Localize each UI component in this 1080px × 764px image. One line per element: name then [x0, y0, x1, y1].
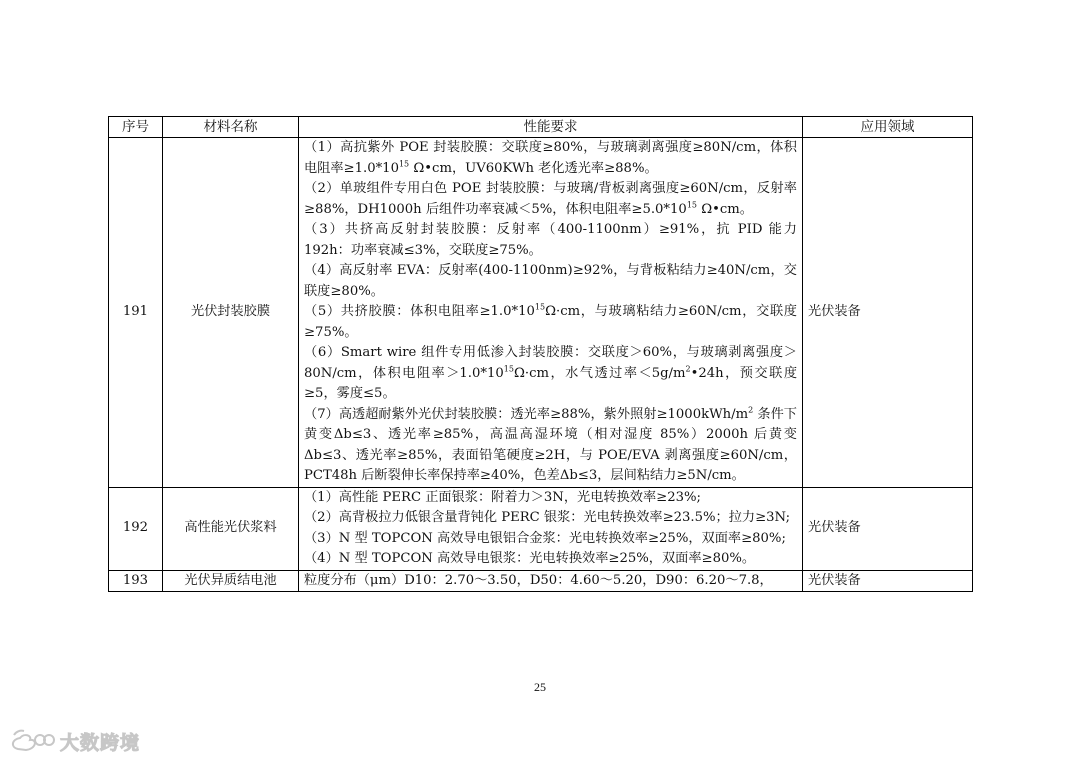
- table-row: [109, 487, 973, 570]
- application-field: 光伏装备: [803, 487, 973, 570]
- materials-table: [108, 116, 973, 592]
- application-field: 光伏装备: [803, 570, 973, 592]
- requirement-item: （2）单玻组件专用白色 POE 封装胶膜：与玻璃/背板剥离强度≥60N/cm，反射率≥88%，DH1000h 后组件功率衰减＜5%，体积电阻率$\ge 5.0*10^{15}$ Ω•cm。: [304, 181, 797, 217]
- requirement-item: （3）共挤高反射封装胶膜：反射率（400-1100nm）≥91%，抗 PID 能力 192h：功率衰减≤3%，交联度≥75%。: [304, 222, 797, 258]
- requirements-cell: [299, 570, 803, 592]
- material-name: 光伏封装胶膜: [163, 138, 299, 488]
- table-row: [109, 570, 973, 592]
- material-name: 光伏异质结电池: [163, 570, 299, 592]
- header-application-field: 应用领域: [803, 117, 973, 138]
- material-name: 高性能光伏浆料: [163, 487, 299, 570]
- requirement-item: （4）N 型 TOPCON 高效导电银浆：光电转换效率≥25%，双面率≥80%。: [304, 551, 756, 566]
- weibo-logo-icon: [10, 729, 56, 755]
- requirement-item: （1）高性能 PERC 正面银浆：附着力＞3N，光电转换效率≥23%;: [304, 489, 701, 505]
- requirement-item: （7）高透超耐紫外光伏封装胶膜：透光率≥88%，紫外照射$\ge 1000kWh/m^2$ 条件下黄变Δb≤3、透光率≥85%，高温高湿环境（相对湿度 85%）2000h 后黄变Δb≤3、透光率≥85%，表面铅笔硬度≥2H，与 POE/EVA 剥离强度≥60N/cm，PCT48h 后断裂伸长率保持率≥40%，色差Δb≤3，层间粘结力≥5N/cm。: [304, 405, 797, 483]
- row-number: 192: [109, 487, 163, 570]
- requirement-item: （1）高抗紫外 POE 封装胶膜：交联度≥80%，与玻璃剥离强度≥80N/cm，体积电阻率$\ge 1.0*10^{15}$ Ω•cm，UV60KWh 老化透光率≥88%。: [304, 140, 797, 176]
- application-field: 光伏装备: [803, 138, 973, 488]
- requirement-item: （6）Smart wire 组件专用低渗入封装胶膜：交联度＞60%，与玻璃剥离强度＞80N/cm，体积电阻率$>1.0*10^{15}\Omega\cdot cm$，水气透过率$<5g/m^2•24h$，预交联度≥5，雾度≤5。: [304, 345, 798, 401]
- requirements-cell: [299, 487, 803, 570]
- table-row: [109, 138, 973, 488]
- requirements-cell: [299, 138, 803, 488]
- page-number: 25: [534, 680, 546, 694]
- header-requirements: 性能要求: [299, 117, 803, 138]
- header-material-name: 材料名称: [163, 117, 299, 138]
- requirement-item: （4）高反射率 EVA：反射率(400-1100nm)≥92%，与背板粘结力≥40N/cm，交联度≥80%。: [304, 263, 797, 299]
- watermark: [10, 728, 140, 755]
- header-no: 序号: [109, 117, 163, 138]
- requirement-item: （3）N 型 TOPCON 高效导电银铝合金浆：光电转换效率≥25%，双面率≥80%;: [304, 530, 786, 546]
- row-number: 191: [109, 138, 163, 488]
- requirement-item: （2）高背极拉力低银含量背钝化 PERC 银浆：光电转换效率≥23.5%；拉力≥3N;: [304, 510, 791, 525]
- requirement-item: （5）共挤胶膜：体积电阻率$\ge 1.0*10^{15}\Omega\cdot cm$，与玻璃粘结力≥60N/cm，交联度≥75%。: [304, 302, 797, 340]
- table-header-row: [109, 117, 973, 138]
- requirement-item: 粒度分布（μm）D10：2.70～3.50，D50：4.60～5.20，D90：6.20～7.8，: [304, 572, 773, 588]
- row-number: 193: [109, 570, 163, 592]
- watermark-text: 大数跨境: [60, 732, 141, 754]
